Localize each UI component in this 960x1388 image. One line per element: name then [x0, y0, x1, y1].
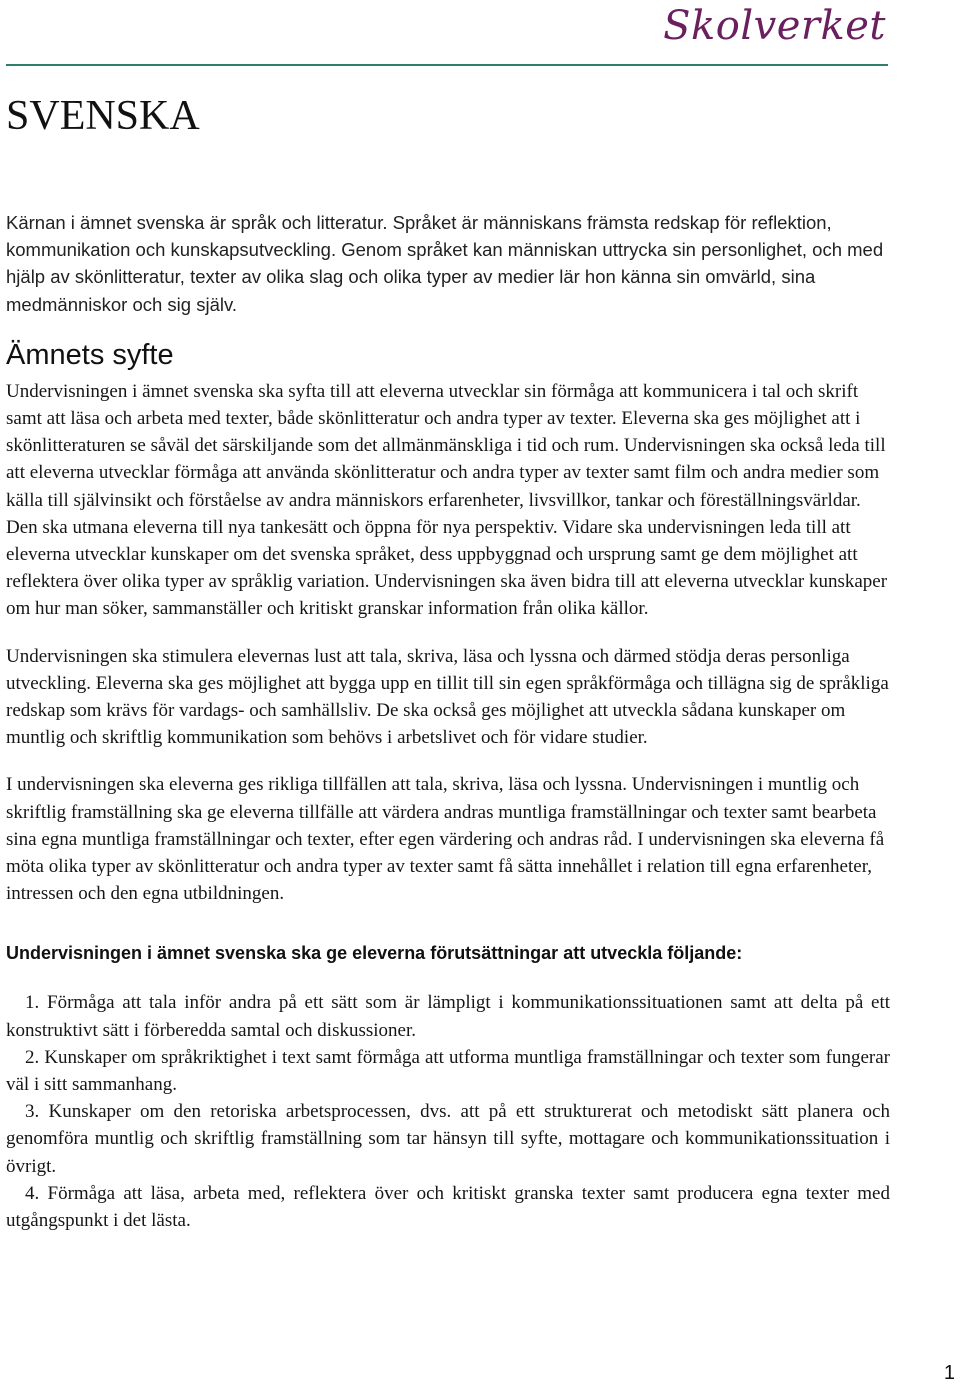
intro-paragraph: Kärnan i ämnet svenska är språk och litteratur. Språket är människans främsta redskap för reflektion, kommunikation och kunskapsutveckling. Genom språket kan människan uttrycka sin personlighet, och med hjälp av skönlitteratur, texter av olika slag och olika typer av medier lär hon känna sin omvärld, sina medmänniskor och sig själv.: [6, 212, 884, 315]
goals-heading: Undervisningen i ämnet svenska ska ge eleverna förutsättningar att utveckla följande:: [6, 943, 743, 964]
purpose-paragraph: I undervisningen ska eleverna ges rikliga tillfällen att tala, skriva, läsa och lyssna. Undervisningen i muntlig och skriftlig framställning ska ge eleverna tillfälle att värdera andras muntliga framställningar och texter samt bearbeta sina egna muntliga framställningar och texter, efter egen värdering och andras råd. I undervisningen ska eleverna få möta olika typer av skönlitteratur och andra typer av texter samt få sätta innehållet i relation till egna erfarenheter, intressen och den egna utbildningen.: [6, 774, 885, 905]
section-heading-amnets-syfte: Ämnets syfte: [6, 338, 174, 371]
goal-item: 4. Förmåga att läsa, arbeta med, reflektera över och kritiskt granska texter samt producera egna texter med utgångspunkt i det lästa.: [6, 1182, 890, 1232]
goals-list: [6, 989, 890, 1234]
purpose-paragraph: Undervisningen ska stimulera elevernas lust att tala, skriva, läsa och lyssna och därmed stödja deras personliga utveckling. Eleverna ska ges möjlighet att bygga upp en tillit till sin egen språkförmåga och tillägna sig de språkliga redskap som krävs för vardags- och samhällsliv. De ska också ges möjlighet att utveckla sådana kunskaper om muntlig och skriftlig kommunikation som behövs i arbetslivet och för vidare studier.: [6, 645, 889, 749]
page-header: [6, 0, 888, 66]
goal-item: 2. Kunskaper om språkriktighet i text samt förmåga att utforma muntliga framställningar och texter som fungerar väl i sitt sammanhang.: [6, 1046, 890, 1096]
purpose-paragraph: Undervisningen i ämnet svenska ska syfta till att eleverna utvecklar sin förmåga att kommunicera i tal och skrift samt att läsa och arbeta med texter, både skönlitteratur och andra typer av texter. Eleverna ska ges möjlighet att i skönlitteraturen se såväl det särskiljande som det allmänmänskliga i tid och rum. Undervisningen ska också leda till att eleverna utvecklar förmåga att använda skönlitteratur och andra typer av texter samt film och andra medier som källa till självinsikt och förståelse av andra människors erfarenheter, livsvillkor, tankar och föreställningsvärldar. Den ska utmana eleverna till nya tankesätt och öppna för nya perspektiv. Vidare ska undervisningen leda till att eleverna utvecklar kunskaper om det svenska språket, dess uppbyggnad och ursprung samt ge dem möjlighet att reflektera över olika typer av språklig variation. Undervisningen ska även bidra till att eleverna utvecklar kunskaper om hur man söker, sammanställer och kritiskt granskar information från olika källor.: [6, 380, 888, 620]
page-number: 1: [943, 1362, 955, 1384]
goal-item: 3. Kunskaper om den retoriska arbetsprocessen, dvs. att på ett strukturerat och metodiskt sätt planera och genomföra muntlig och skriftlig framställning som tar hänsyn till syfte, mottagare och kommunikationssituation i övrigt.: [6, 1101, 890, 1177]
skolverket-logo: Skolverket: [663, 3, 886, 49]
goal-item: 1. Förmåga att tala inför andra på ett sätt som är lämpligt i kommunikationssituationen samt att delta på ett konstruktivt sätt i förberedda samtal och diskussioner.: [6, 992, 890, 1041]
document-body: [6, 209, 896, 1234]
document-title: SVENSKA: [6, 93, 200, 139]
